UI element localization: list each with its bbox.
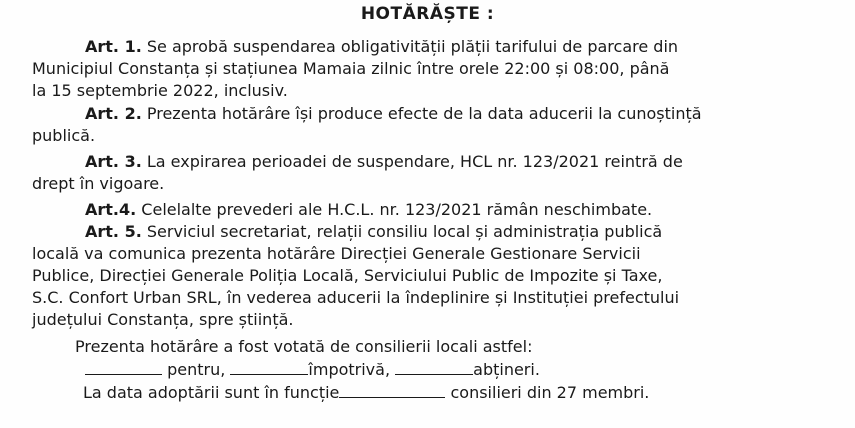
art1-text-1: Se aprobă suspendarea obligativității plății tarifului de parcare din <box>141 37 679 56</box>
decision-heading: HOTĂRĂȘTE : <box>360 4 495 24</box>
functie-blank <box>339 383 445 398</box>
vote-intro: Prezenta hotărâre a fost votată de consilierii locali astfel: <box>75 337 533 356</box>
abtineri-label: abțineri. <box>473 360 540 379</box>
functie-line <box>83 382 649 404</box>
art1-line1 <box>85 36 678 58</box>
art1-label: Art. 1. <box>85 37 142 56</box>
art5-line2: locală va comunica prezenta hotărâre Direcției Generale Gestionare Servicii <box>32 244 641 263</box>
abtineri-blank <box>395 360 473 375</box>
art3-label: Art. 3. <box>85 152 142 171</box>
art4-line1 <box>85 199 652 221</box>
impotriva-blank <box>230 360 308 375</box>
art5-line5: județului Constanța, spre știință. <box>32 310 294 329</box>
art3-line2: drept în vigoare. <box>32 174 165 193</box>
art5-label: Art. 5. <box>85 222 142 241</box>
impotriva-label: împotrivă, <box>308 360 391 379</box>
art3-text-1: La expirarea perioadei de suspendare, HCL nr. 123/2021 reintră de <box>141 152 683 171</box>
art4-label: Art.4. <box>85 200 137 219</box>
functie-prefix: La data adoptării sunt în funcție <box>83 383 340 402</box>
art1-line2: Municipiul Constanța și stațiunea Mamaia zilnic între orele 22:00 și 08:00, până <box>32 59 670 78</box>
pentru-blank <box>85 360 162 375</box>
art2-text-1: Prezenta hotărâre își produce efecte de la data aducerii la cunoștință <box>141 104 702 123</box>
pentru-label: pentru, <box>167 360 226 379</box>
art5-text-1: Serviciul secretariat, relații consiliu local și administrația publică <box>141 222 663 241</box>
art2-line1 <box>85 103 702 125</box>
art4-text-1: Celelalte prevederi ale H.C.L. nr. 123/2021 rămân neschimbate. <box>136 200 653 219</box>
functie-suffix: consilieri din 27 membri. <box>450 383 650 402</box>
art5-line4: S.C. Confort Urban SRL, în vederea aducerii la îndeplinire și Instituției prefectului <box>32 288 680 307</box>
art5-line1 <box>85 221 662 243</box>
art5-line3: Publice, Direcției Generale Poliția Locală, Serviciului Public de Impozite și Taxe, <box>32 266 663 285</box>
art3-line1 <box>85 151 683 173</box>
art2-line2: publică. <box>32 126 96 145</box>
vote-tally-line <box>85 359 540 381</box>
art1-line3: la 15 septembrie 2022, inclusiv. <box>32 81 288 100</box>
art2-label: Art. 2. <box>85 104 142 123</box>
